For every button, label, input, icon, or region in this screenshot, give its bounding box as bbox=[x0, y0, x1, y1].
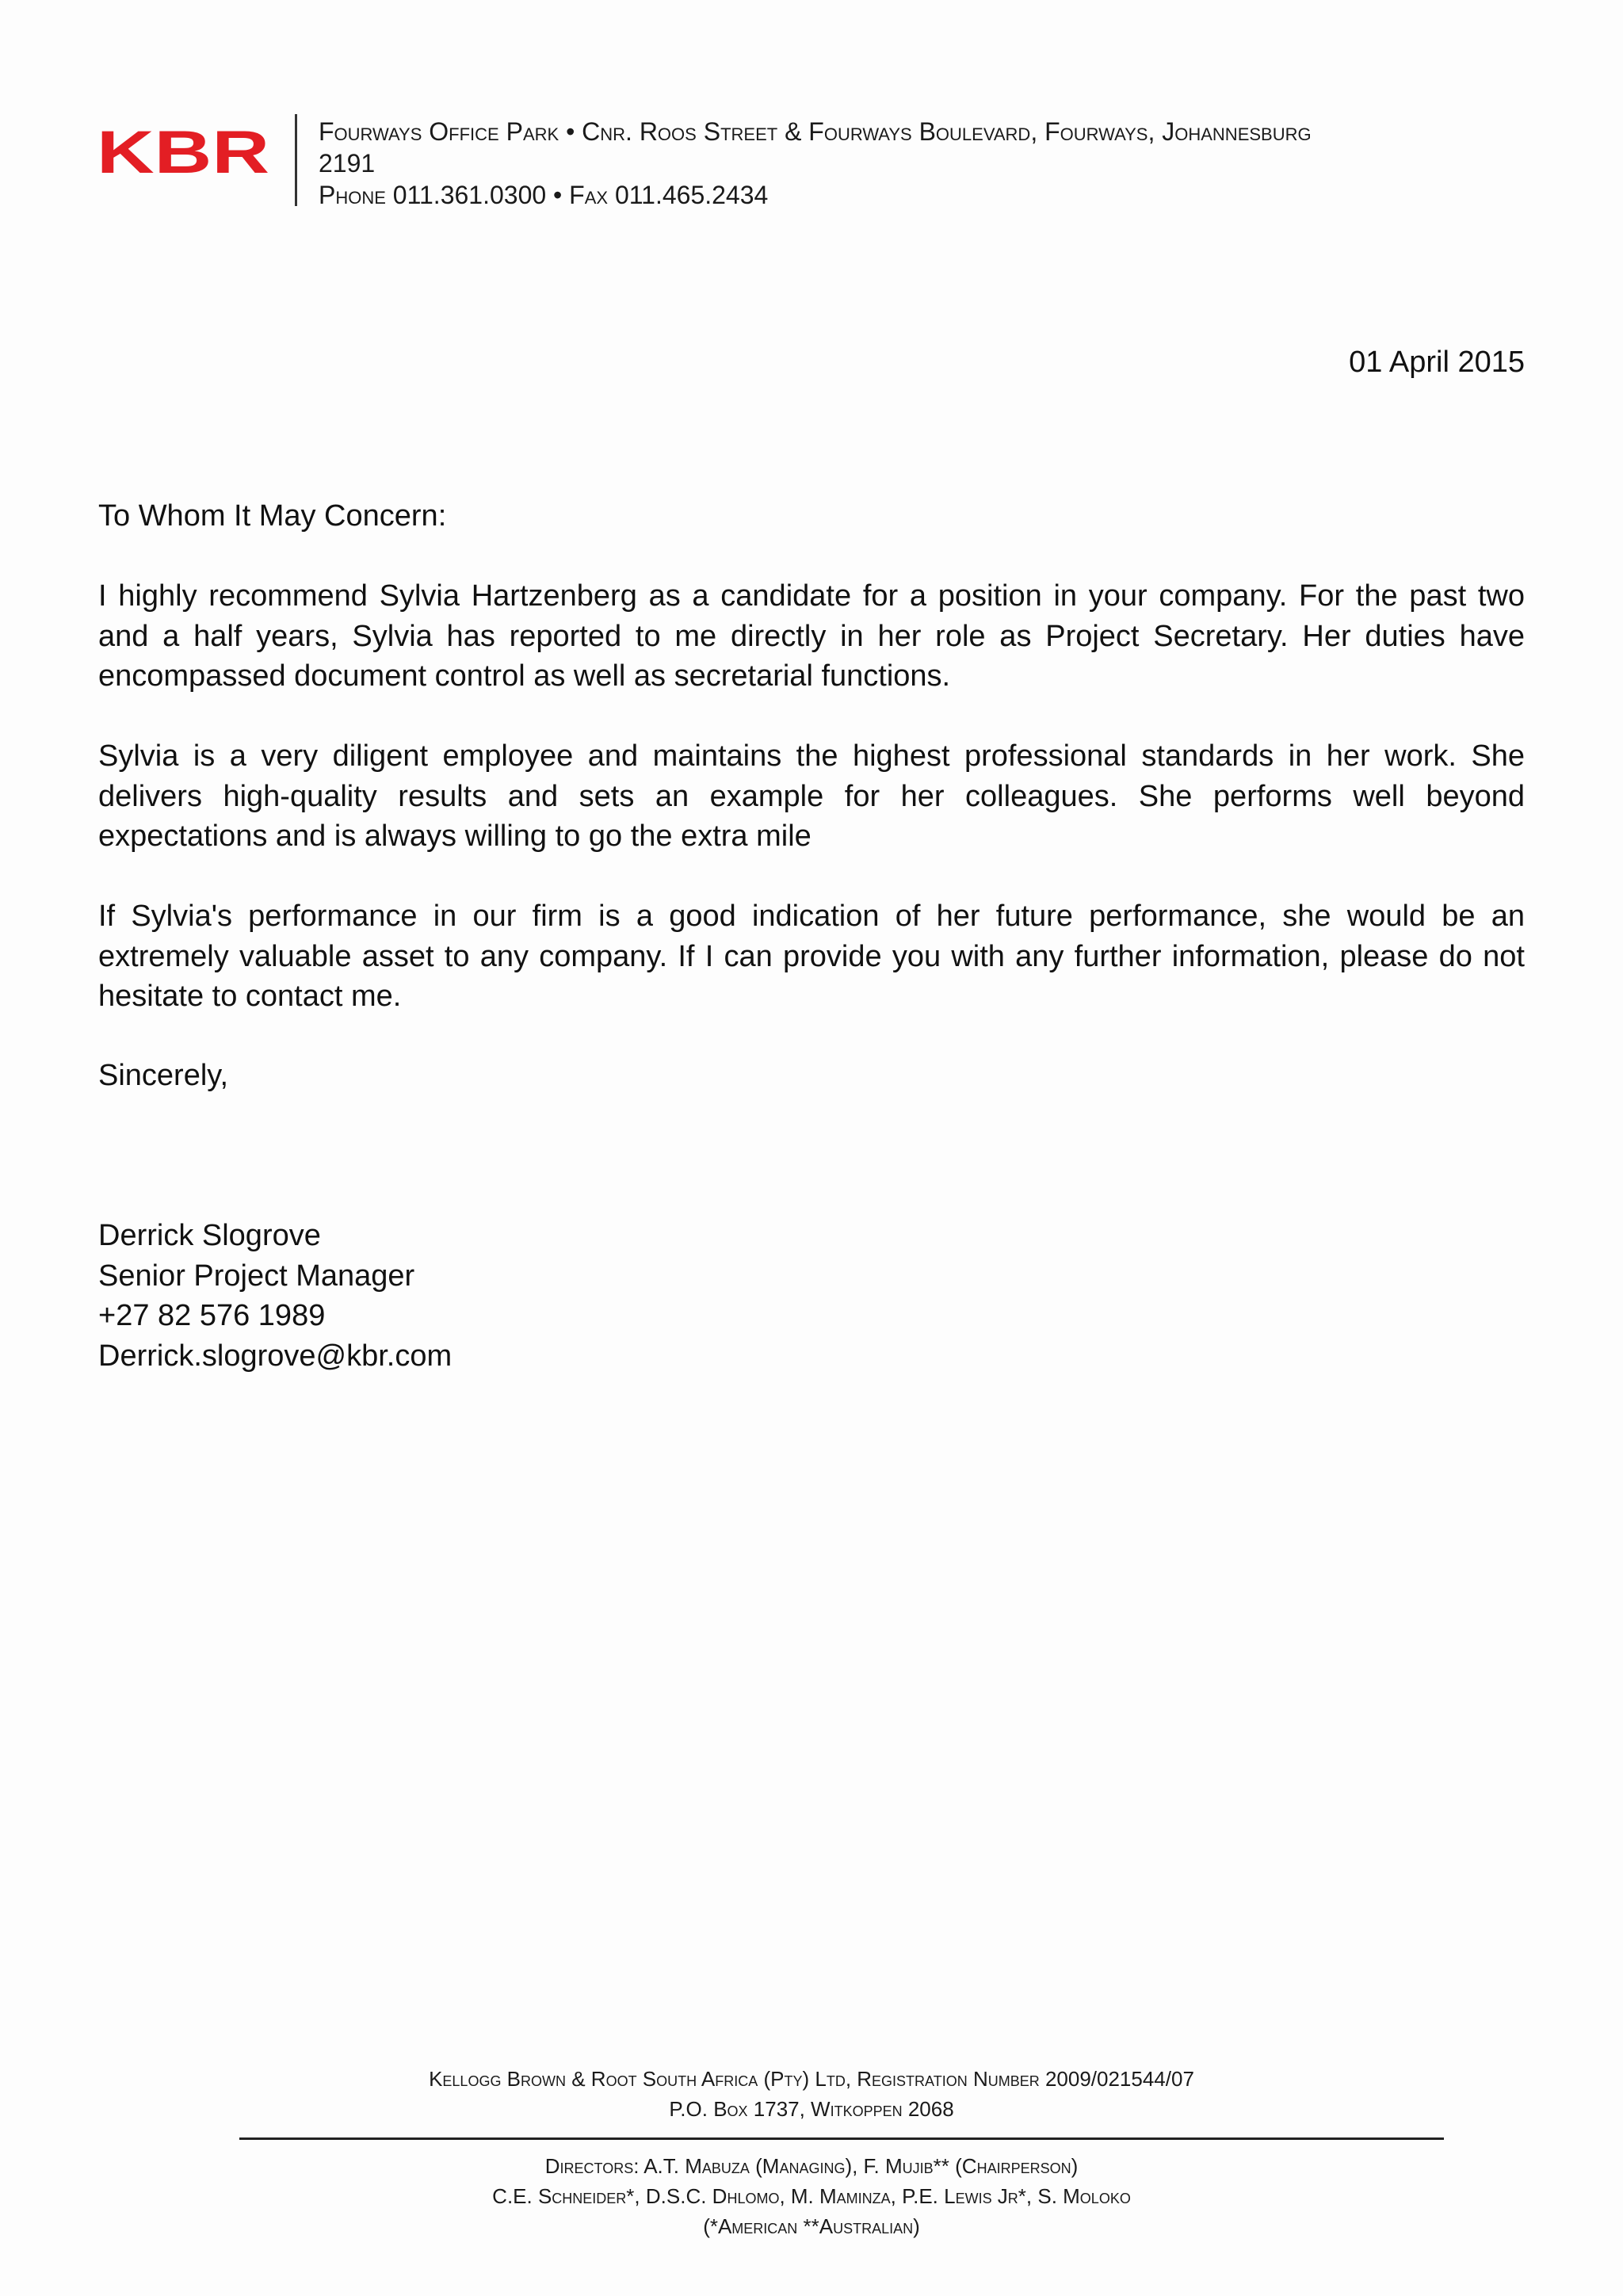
paragraph-recommendation: I highly recommend Sylvia Hartzenberg as a candidate for a position in your company. For the past two and a half years, Sylvia has reported to me directly in her role as Project Secretary. Her duties have encompassed document control as well as secretarial functions. bbox=[98, 579, 1525, 693]
letterhead-divider bbox=[295, 114, 297, 206]
footer-directors-note: (*American **Australian) bbox=[703, 2214, 920, 2238]
footer-directors-line-2: C.E. Schneider*, D.S.C. Dhlomo, M. Maminza, P.E. Lewis Jr*, S. Moloko bbox=[492, 2184, 1131, 2208]
signatory-title: Senior Project Manager bbox=[98, 1259, 415, 1293]
kbr-logo-text: KBR bbox=[97, 120, 269, 184]
signatory-email: Derrick.slogrove@kbr.com bbox=[98, 1339, 453, 1373]
signatory-phone: +27 82 576 1989 bbox=[98, 1299, 326, 1332]
footer-directors-line-1: Directors: A.T. Mabuza (Managing), F. Mujib** (Chairperson) bbox=[544, 2154, 1079, 2178]
paragraph-conclusion: If Sylvia's performance in our firm is a good indication of her future performance, she would be an extremely valuable asset to any company. If I can provide you with any further information, please do not hesitate to contact me. bbox=[98, 900, 1525, 1013]
kbr-logo bbox=[97, 120, 271, 184]
footer-company-block bbox=[0, 2064, 1623, 2124]
signature-block bbox=[98, 1216, 1525, 1376]
footer-po-box: P.O. Box 1737, Witkoppen 2068 bbox=[669, 2097, 954, 2121]
letterhead-postal-code: 2191 bbox=[319, 149, 376, 178]
letterhead-contact: Phone 011.361.0300 • Fax 011.465.2434 bbox=[319, 181, 769, 209]
paragraph-qualities: Sylvia is a very diligent employee and maintains the highest professional standards in her work. She delivers high-quality results and sets an example for her colleagues. She performs well beyond expectations and is always willing to go the extra mile bbox=[98, 739, 1525, 853]
signatory-name: Derrick Slogrove bbox=[98, 1219, 321, 1252]
salutation: To Whom It May Concern: bbox=[98, 499, 447, 533]
footer-divider bbox=[239, 2137, 1444, 2140]
letter-date: 01 April 2015 bbox=[1349, 346, 1525, 379]
letterhead-address-block bbox=[319, 116, 1555, 211]
footer-directors-block bbox=[0, 2151, 1623, 2241]
letterhead-address: Fourways Office Park • Cnr. Roos Street & Fourways Boulevard, Fourways, Johannesburg bbox=[319, 117, 1312, 146]
footer-company-line: Kellogg Brown & Root South Africa (Pty) Ltd, Registration Number 2009/021544/07 bbox=[429, 2067, 1194, 2091]
closing: Sincerely, bbox=[98, 1059, 229, 1092]
